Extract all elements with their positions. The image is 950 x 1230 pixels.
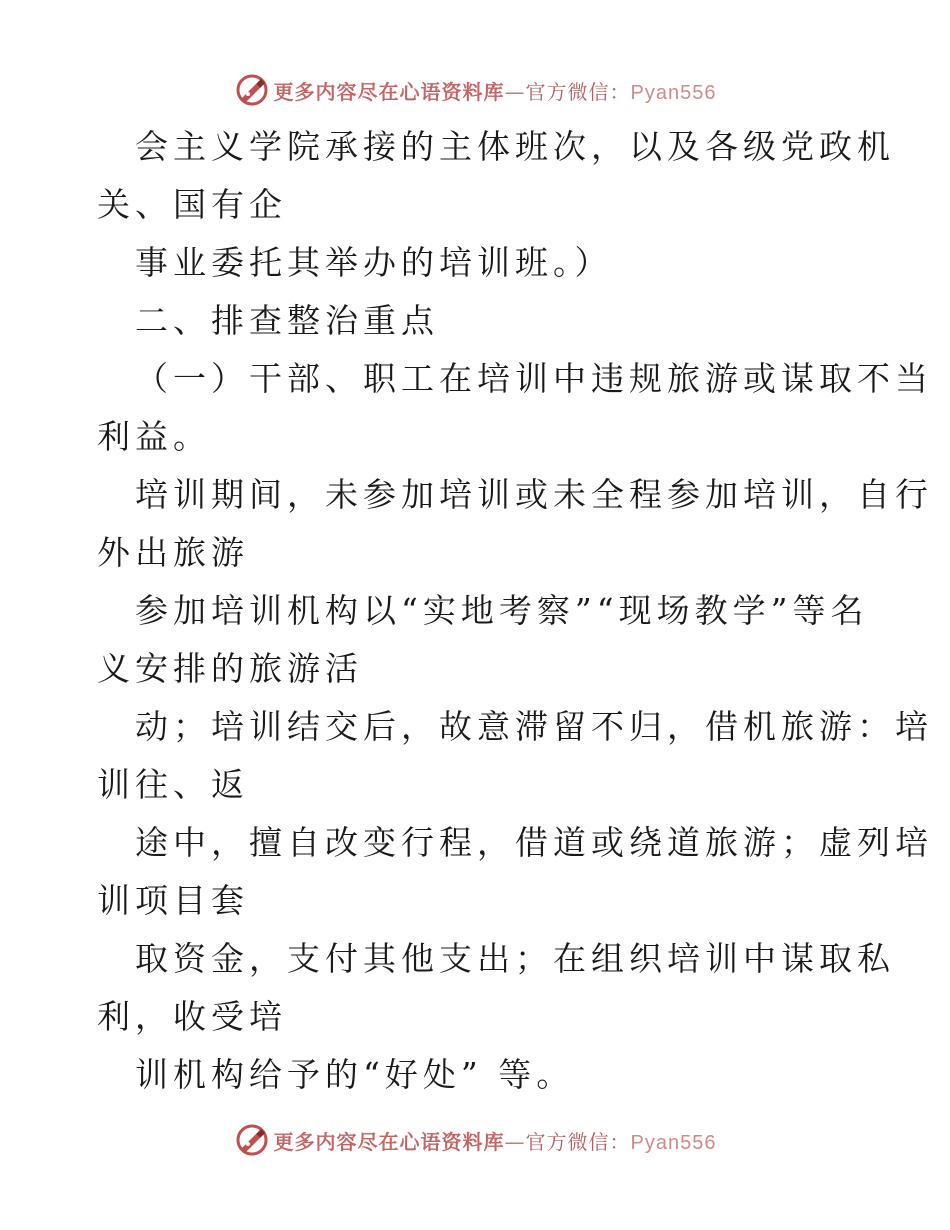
text-line: 训机构给予的“好处” 等。 bbox=[135, 1055, 575, 1094]
text-line: 取资金，支付其他支出；在组织培训中谋取私 bbox=[135, 939, 895, 978]
text-line: 事业委托其举办的培训班。） bbox=[135, 243, 613, 282]
watermark-text bbox=[274, 76, 717, 105]
text-line: 利，收受培 bbox=[97, 997, 287, 1036]
text-line: 动；培训结交后，故意滞留不归，借机旅游：培 bbox=[135, 707, 933, 746]
text-line: 会主义学院承接的主体班次，以及各级党政机 bbox=[135, 127, 895, 166]
watermark-official: 官方微信： bbox=[525, 1129, 631, 1154]
watermark-dash: — bbox=[504, 79, 526, 104]
text-line: 利益。 bbox=[97, 417, 211, 456]
watermark-brand: 更多内容尽在心语资料库 bbox=[273, 79, 505, 104]
text-line: 训项目套 bbox=[97, 881, 249, 920]
text-line: 关、国有企 bbox=[97, 185, 287, 224]
pen-logo-icon bbox=[234, 72, 270, 108]
watermark-dash: — bbox=[504, 1129, 526, 1154]
watermark-brand: 更多内容尽在心语资料库 bbox=[273, 1129, 505, 1154]
pen-logo-icon bbox=[234, 1122, 270, 1158]
text-line: 义安排的旅游活 bbox=[97, 649, 363, 688]
text-line: （一）干部、职工在培训中违规旅游或谋取不当 bbox=[135, 359, 933, 398]
text-line: 培训期间，未参加培训或未全程参加培训，自行 bbox=[135, 475, 933, 514]
text-line: 参加培训机构以“实地考察”“现场教学”等名 bbox=[135, 591, 869, 630]
text-line: 外出旅游 bbox=[97, 533, 249, 572]
watermark-text bbox=[274, 1126, 717, 1155]
watermark-id: Pyan556 bbox=[630, 81, 717, 104]
watermark-id: Pyan556 bbox=[630, 1131, 717, 1154]
header-watermark bbox=[0, 70, 950, 110]
watermark-official: 官方微信： bbox=[525, 79, 631, 104]
footer-watermark bbox=[0, 1120, 950, 1160]
text-line: 二、排查整治重点 bbox=[135, 301, 439, 340]
document-body bbox=[97, 118, 933, 1104]
text-line: 训往、返 bbox=[97, 765, 249, 804]
text-line: 途中，擅自改变行程，借道或绕道旅游；虚列培 bbox=[135, 823, 933, 862]
